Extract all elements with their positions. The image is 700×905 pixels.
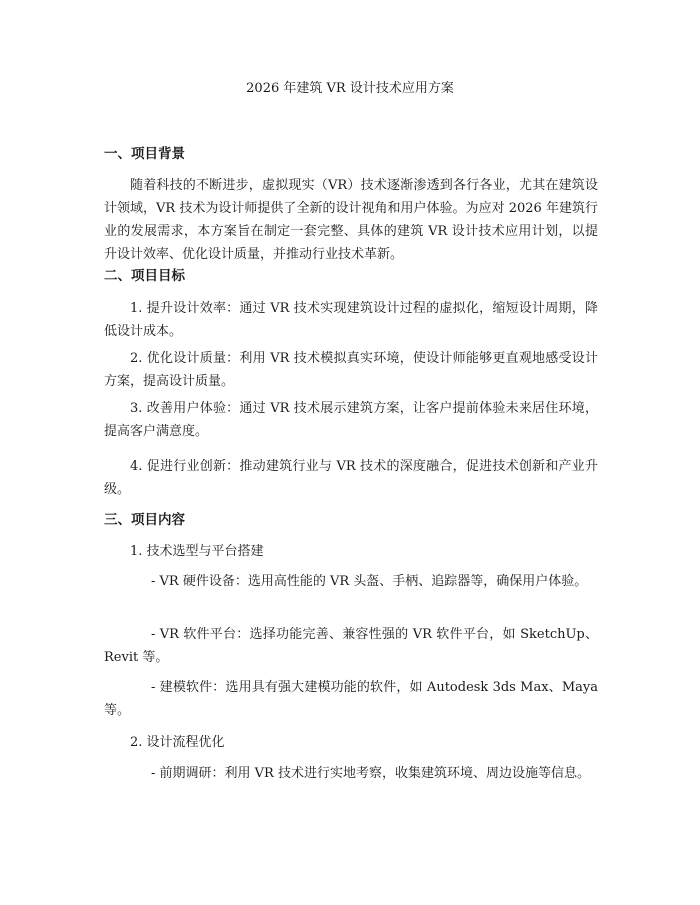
content-item-vr-software: - VR 软件平台：选择功能完善、兼容性强的 VR 软件平台，如 SketchUp、Revit 等。 [104, 627, 598, 665]
goal-item-4: 4. 促进行业创新：推动建筑行业与 VR 技术的深度融合，促进技术创新和产业升级。 [104, 459, 598, 497]
goal-item-1: 1. 提升设计效率：通过 VR 技术实现建筑设计过程的虚拟化，缩短设计周期，降低设计成本。 [104, 301, 598, 339]
section-heading-goals: 二、项目目标 [104, 268, 185, 284]
section-heading-content: 三、项目内容 [104, 512, 185, 528]
document-title: 2026 年建筑 VR 设计技术应用方案 [246, 81, 454, 96]
goal-item-2: 2. 优化设计质量：利用 VR 技术模拟真实环境，使设计师能够更直观地感受设计方案，提高设计质量。 [104, 351, 598, 389]
content-item-vr-hardware: - VR 硬件设备：选用高性能的 VR 头盔、手柄、追踪器等，确保用户体验。 [151, 574, 588, 589]
goal-item-3: 3. 改善用户体验：通过 VR 技术展示建筑方案，让客户提前体验未来居住环境，提高客户满意度。 [104, 401, 598, 439]
content-subheading-1: 1. 技术选型与平台搭建 [130, 544, 264, 559]
content-subheading-2: 2. 设计流程优化 [130, 735, 225, 750]
background-paragraph: 随着科技的不断进步，虚拟现实（VR）技术逐渐渗透到各行各业，尤其在建筑设计领域，VR 技术为设计师提供了全新的设计视角和用户体验。为应对 2026 年建筑行业的发展需求，本方案旨在制定一套完整、具体的建筑 VR 设计技术应用计划，以提升设计效率、优化设计质量，并推动行业技术革新。 [104, 178, 598, 262]
content-item-modeling-software: - 建模软件：选用具有强大建模功能的软件，如 Autodesk 3ds Max、Maya 等。 [104, 680, 598, 718]
content-item-preliminary-research: - 前期调研：利用 VR 技术进行实地考察，收集建筑环境、周边设施等信息。 [151, 766, 590, 781]
section-heading-background: 一、项目背景 [104, 146, 185, 162]
